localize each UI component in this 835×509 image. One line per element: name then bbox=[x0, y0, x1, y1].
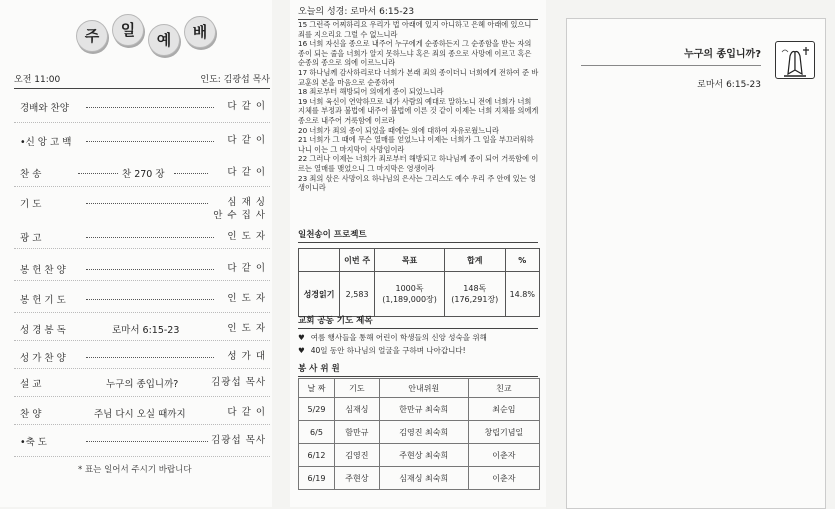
service-row bbox=[14, 166, 270, 188]
verse: 15 그런즉 어찌하리요 우리가 법 아래에 있지 아니하고 은혜 아래에 있으니 죄를 지으리요 그럴 수 없느니라 bbox=[298, 20, 532, 39]
project-header: 목표 bbox=[375, 249, 445, 272]
service-item-label: 경배와 찬양 bbox=[20, 103, 69, 114]
row-separator bbox=[14, 122, 270, 123]
project-week: 2,583 bbox=[340, 272, 375, 317]
table-cell: 한만규 최숙희 bbox=[379, 398, 468, 421]
project-header: 합계 bbox=[444, 249, 505, 272]
title-char: 예 bbox=[148, 24, 180, 56]
row-separator bbox=[14, 248, 270, 249]
service-item-label: 봉 헌 찬 양 bbox=[20, 265, 66, 276]
sermon-reference: 로마서 6:15-23 bbox=[697, 80, 761, 90]
project-header: 이번 주 bbox=[340, 249, 375, 272]
service-item-person: 다 같 이 bbox=[227, 101, 266, 112]
verse: 23 죄의 삯은 사망이요 하나님의 은사는 그리스도 예수 우리 주 안에 있는 영생이니라 bbox=[298, 173, 536, 193]
table-cell: 최순임 bbox=[468, 398, 539, 421]
committee-header: 친교 bbox=[468, 379, 539, 398]
service-item-label: 기 도 bbox=[20, 199, 42, 210]
leader-dots bbox=[86, 269, 214, 270]
row-separator bbox=[14, 280, 270, 281]
row-separator bbox=[14, 424, 270, 425]
project-total: 148독 (176,291장) bbox=[444, 272, 505, 317]
table-cell: 6/12 bbox=[299, 444, 335, 467]
row-separator bbox=[14, 396, 270, 397]
project-goal: 1000독 (1,189,000장) bbox=[375, 272, 445, 317]
committee-header: 기도 bbox=[334, 379, 379, 398]
service-row bbox=[14, 434, 270, 456]
service-item-detail: 주님 다시 오실 때까지 bbox=[94, 409, 186, 420]
verse: 18 죄로부터 해방되어 의에게 종이 되었느니라 bbox=[298, 87, 444, 97]
table-cell: 6/19 bbox=[299, 467, 335, 490]
service-item-person: 인 도 자 bbox=[227, 293, 266, 304]
leader-dots bbox=[86, 357, 214, 358]
table-cell: 창립기념일 bbox=[468, 421, 539, 444]
verse: 16 너희 자신을 종으로 내주어 누구에게 순종하든지 그 순종함을 받는 자의 종이 되는 줄을 너희가 알지 못하느냐 혹은 죄의 종으로 사망에 이르고 혹은 순종의 종으로 의에 이르느니라 bbox=[298, 39, 532, 68]
service-item-label: 찬 양 bbox=[20, 409, 42, 420]
table-row bbox=[299, 398, 540, 421]
prayer-item bbox=[298, 332, 540, 343]
leader-dots bbox=[86, 141, 214, 142]
service-item-person: 성 가 대 bbox=[227, 351, 266, 362]
service-row bbox=[14, 196, 270, 221]
table-cell: 심재싱 bbox=[334, 398, 379, 421]
service-item-label: •축 도 bbox=[20, 437, 47, 448]
service-item-person: 김광섭 목사 bbox=[211, 377, 266, 388]
row-separator bbox=[14, 312, 270, 313]
footnote: * 표는 일어서 주시기 바랍니다 bbox=[78, 465, 192, 475]
table-cell: 김영진 bbox=[334, 444, 379, 467]
project-name: 성경읽기 bbox=[299, 272, 340, 317]
leader-dots bbox=[174, 173, 208, 174]
leader-dots bbox=[78, 173, 118, 174]
service-row bbox=[14, 292, 270, 314]
table-cell: 6/5 bbox=[299, 421, 335, 444]
prayer-item bbox=[298, 345, 540, 356]
worship-order-panel bbox=[0, 0, 272, 507]
sermon-title: 누구의 종입니까? bbox=[684, 49, 761, 60]
scripture-verses bbox=[298, 20, 540, 193]
row-separator bbox=[14, 368, 270, 369]
leader-dots bbox=[86, 107, 214, 108]
service-item-label: 광 고 bbox=[20, 233, 42, 244]
table-cell: 함만규 bbox=[334, 421, 379, 444]
project-table bbox=[298, 248, 540, 317]
row-separator bbox=[14, 340, 270, 341]
project-percent: 14.8% bbox=[505, 272, 539, 317]
service-item-person: 김광섭 목사 bbox=[211, 435, 266, 446]
prayer-text: 40일 동안 하나님의 얼굴을 구하며 나아갑니다! bbox=[310, 346, 466, 355]
service-item-label: 성 경 봉 독 bbox=[20, 325, 66, 336]
service-committee-table bbox=[298, 378, 540, 490]
praying-hands-icon bbox=[775, 41, 815, 79]
service-item-person: 인 도 자 bbox=[227, 231, 266, 242]
title-char: 주 bbox=[76, 20, 108, 52]
service-committee-title: 봉 사 위 원 bbox=[298, 362, 538, 377]
table-cell: 5/29 bbox=[299, 398, 335, 421]
committee-header: 안내위원 bbox=[379, 379, 468, 398]
heart-icon: ♥ bbox=[298, 346, 305, 355]
prayer-text: 여름 행사들을 통해 어린이 학생들의 신앙 성숙을 위해 bbox=[310, 333, 487, 342]
leader-dots bbox=[86, 441, 208, 442]
verse: 20 너희가 죄의 종이 되었을 때에는 의에 대하여 자유로웠느니라 bbox=[298, 125, 500, 135]
leader-dots bbox=[86, 203, 208, 204]
service-item-person: 심 재 싱 안 수 집 사 bbox=[213, 197, 266, 221]
divider bbox=[581, 65, 761, 66]
service-item-label: 설 교 bbox=[20, 379, 42, 390]
prayer-title: 교회 공동 기도 제목 bbox=[298, 314, 538, 329]
leader-dots bbox=[86, 237, 214, 238]
service-item-detail: 찬 270 장 bbox=[122, 169, 165, 180]
heart-icon: ♥ bbox=[298, 333, 305, 342]
table-cell: 심재싱 최숙희 bbox=[379, 467, 468, 490]
table-cell: 주현상 최숙희 bbox=[379, 444, 468, 467]
service-time-row bbox=[14, 72, 270, 89]
table-cell: 주현상 bbox=[334, 467, 379, 490]
row-separator bbox=[14, 456, 270, 457]
service-item-label: 성 가 찬 양 bbox=[20, 353, 66, 364]
committee-header: 날 짜 bbox=[299, 379, 335, 398]
service-leader: 인도: 김광섭 목사 bbox=[200, 75, 270, 85]
service-item-label: 찬 송 bbox=[20, 169, 42, 180]
service-item-person: 다 같 이 bbox=[227, 263, 266, 274]
scripture-panel bbox=[290, 0, 546, 507]
service-item-person: 다 같 이 bbox=[227, 135, 266, 146]
title-char: 배 bbox=[184, 16, 216, 48]
service-row bbox=[14, 376, 270, 398]
leader-dots bbox=[86, 299, 214, 300]
table-row bbox=[299, 444, 540, 467]
row-separator bbox=[14, 186, 270, 187]
table-cell: 이춘자 bbox=[468, 467, 539, 490]
verse: 19 너희 육신이 연약하므로 내가 사람의 예대로 말하노니 전에 너희가 너희 지체를 부정과 불법에 내주어 불법에 이른 것 같이 이제는 너희 지체를 의에게 종으로 내주어 거룩함에 이르라 bbox=[298, 96, 539, 125]
title-char: 일 bbox=[112, 14, 144, 46]
service-row bbox=[14, 100, 270, 122]
project-title: 일천송이 프로젝트 bbox=[298, 228, 538, 243]
verse: 17 하나님께 감사하리로다 너희가 본래 죄의 종이더니 너희에게 전하여 준 바 교훈의 본을 마음으로 순종하여 bbox=[298, 67, 539, 87]
service-item-label: 봉 헌 기 도 bbox=[20, 295, 66, 306]
table-row bbox=[299, 421, 540, 444]
service-item-person: 다 같 이 bbox=[227, 167, 266, 178]
verse: 22 그러나 이제는 너희가 죄로부터 해방되고 하나님께 종이 되어 거룩함에 이르는 열매를 맺었으니 그 마지막은 영생이라 bbox=[298, 154, 539, 173]
service-item-detail: 로마서 6:15-23 bbox=[112, 325, 180, 336]
project-header: % bbox=[505, 249, 539, 272]
table-cell: 김영진 최숙희 bbox=[379, 421, 468, 444]
service-item-person: 인 도 자 bbox=[227, 323, 266, 334]
table-row bbox=[299, 467, 540, 490]
service-time: 오전 11:00 bbox=[14, 75, 61, 85]
table-cell: 이춘자 bbox=[468, 444, 539, 467]
service-item-label: •신 앙 고 백 bbox=[20, 137, 72, 148]
project-header bbox=[299, 249, 340, 272]
service-item-detail: 누구의 종입니까? bbox=[106, 379, 179, 390]
scripture-header: 오늘의 성경: 로마서 6:15-23 bbox=[298, 4, 538, 20]
verse: 21 너희가 그 때에 무슨 열매를 얻었느냐 이제는 너희가 그 일을 부끄러워하나니 이는 그 마지막이 사망임이라 bbox=[298, 135, 534, 154]
service-row bbox=[14, 134, 270, 156]
sermon-cover-panel bbox=[566, 18, 826, 509]
service-item-person: 다 같 이 bbox=[227, 407, 266, 418]
